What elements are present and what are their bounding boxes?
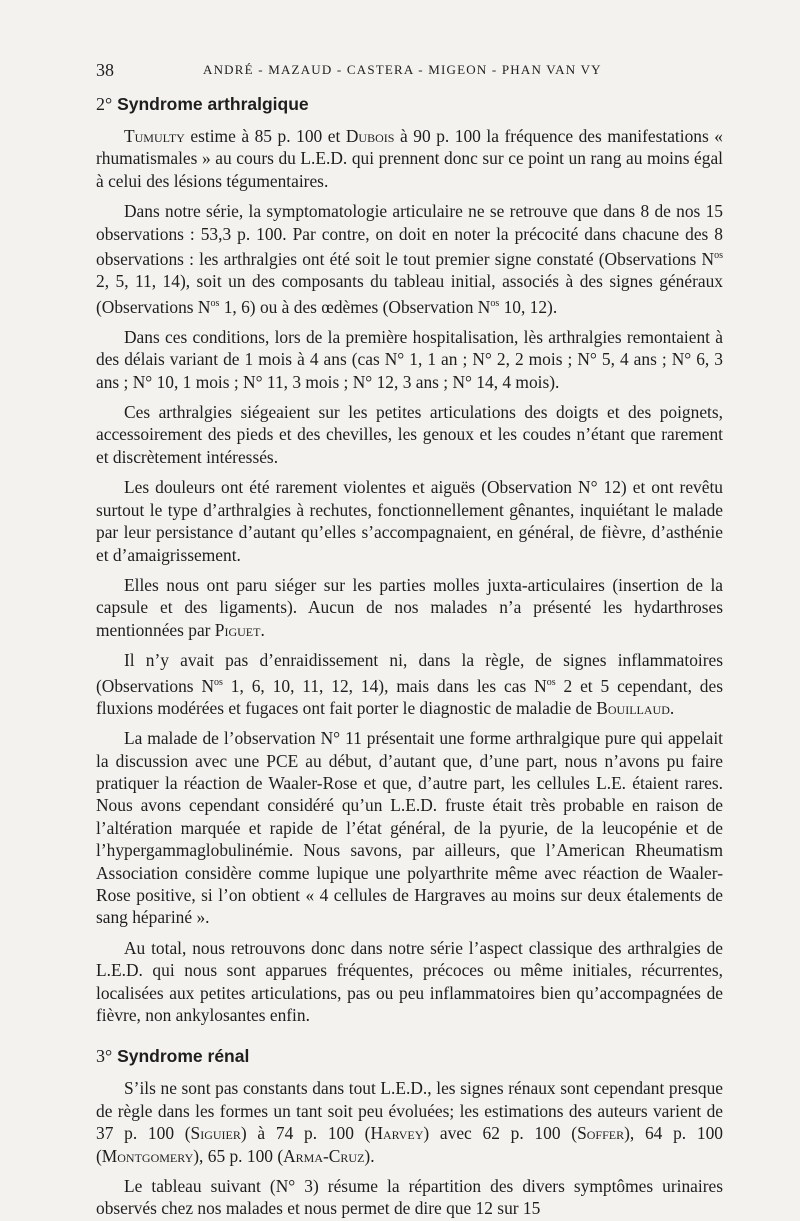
text-run: Elles nous ont paru siéger sur les parties molles juxta-articulaires (insertion de la capsule et des ligaments). Aucun de nos malades n’a présenté les hydarthroses mentionnées par (96, 574, 723, 640)
section-title: Syndrome arthralgique (117, 94, 309, 114)
paragraph (96, 326, 723, 393)
section-heading-renal (96, 1046, 723, 1067)
text-run: 2 et 5 cependant, des fluxions modérées et fugaces ont fait porter le diagnostic de maladie de (96, 675, 723, 718)
text-run: Dans ces conditions, lors de la première hospitalisation, lès arthralgies remontaient à des délais variant de 1 mois à 4 ans (cas N° 1, 1 an ; N° 2, 2 mois ; N° 5, 4 ans ; N° 6, 3 ans ; N° 10, 1 mois ; N° 11, 3 mois ; N° 12, 3 ans ; N° 14, 4 mois). (96, 326, 723, 392)
superscript: os (714, 250, 723, 262)
paragraph (96, 401, 723, 468)
text-run: ), 64 p. 100 ( (96, 1123, 723, 1166)
text-run: 2, 5, 11, 14), soit un des composants du tableau initial, associés à des signes généraux (Observations N (96, 271, 723, 317)
section-body-arthralgic (96, 125, 723, 1026)
text-run: ). (364, 1145, 375, 1166)
author-name: Montgomery (101, 1145, 194, 1166)
text-run: ) à 74 p. 100 ( (240, 1123, 371, 1144)
running-header (96, 56, 723, 86)
text-run: . (669, 697, 675, 718)
author-name: Bouillaud (596, 697, 670, 718)
running-head-authors: ANDRÉ - MAZAUD - CASTERA - MIGEON - PHAN VAN VY (203, 62, 602, 77)
paragraph (96, 476, 723, 566)
section-number: 3° (96, 1046, 113, 1067)
text-run: Les douleurs ont été rarement violentes et aiguës (Observation N° 12) et ont revêtu surtout le type d’arthralgies à rechutes, fonctionnellement gênantes, inquiétant le malade par leur persistance d’autant qu’elles s’accompagnaient, en général, de fièvre, d’asthénie et d’amaigrissement. (96, 477, 723, 565)
text-run: Dans notre série, la symptomatologie articulaire ne se retrouve que dans 8 de nos 15 observations : 53,3 p. 100. Par contre, on doit en noter la précocité dans chacune des 8 observations : les arthralgies ont été soit le tout premier signe constaté (Observations N (96, 201, 723, 269)
text-run: estime à 85 p. 100 et (184, 126, 346, 146)
text-run: La malade de l’observation N° 11 présentait une forme arthralgique pure qui appelait la discussion avec une PCE au début, d’autant que, d’une part, nous n’avons pu faire pratiquer la réaction de Waaler-Rose et que, d’autre part, les cellules L.E. étaient rares. Nous avons cependant considéré qu’un L.E.D. fruste était très probable en raison de l’altération marquée et rapide de l’état général, de la pyurie, de la leucopénie et de l’hypergammaglobulinémie. Nous savons, par ailleurs, que l’American Rheumatism Association considère comme lupique une polyarthrite même avec réaction de Waaler-Rose positive, si l’on obtient « 4 cellules de Hargraves au moins sur deux étalements de sang hépariné ». (96, 728, 723, 928)
author-name: Tumulty (124, 126, 185, 146)
paragraph (96, 125, 723, 192)
page-number: 38 (96, 60, 114, 80)
author-name: Soffer (577, 1123, 625, 1144)
paragraph (96, 649, 723, 719)
author-name: Harvey (370, 1123, 424, 1144)
superscript: os (214, 676, 223, 688)
author-name: Arma-Cruz (283, 1145, 365, 1166)
text-run: S’ils ne sont pas constants dans tout L.E.D., les signes rénaux sont cependant presque de règle dans les formes un tant soit peu évoluées; les estimations des auteurs varient de 37 p. 100 ( (96, 1078, 723, 1144)
paragraph (96, 1175, 723, 1220)
author-name: Piguet (214, 619, 261, 640)
text-run: à 90 p. 100 la fréquence des manifestations « rhumatismales » au cours du L.E.D. qui prennent donc sur ce point un rang au moins égal à celui des lésions tégumentaires. (96, 126, 723, 191)
text-run: 10, 12). (499, 296, 558, 317)
text-run: ), 65 p. 100 ( (193, 1145, 284, 1166)
section-title: Syndrome rénal (117, 1046, 250, 1067)
text-run: ) avec 62 p. 100 ( (423, 1123, 578, 1144)
text-run: . (260, 619, 265, 640)
paragraph (96, 727, 723, 929)
text-run: Le tableau suivant (N° 3) résume la répartition des divers symptômes urinaires observés chez nos malades et nous permet de dire que 12 sur 15 (96, 1176, 723, 1219)
text-run: Au total, nous retrouvons donc dans notre série l’aspect classique des arthralgies de L.E.D. qui nous sont apparues fréquentes, précoces ou même initiales, récurrentes, localisées aux petites articulations, pas ou peu inflammatoires bien qu’accompagnées de fièvre, non ankylosantes enfin. (96, 937, 723, 1026)
paragraph (96, 574, 723, 641)
superscript: os (490, 297, 500, 309)
author-name: Siguier (190, 1123, 241, 1144)
superscript: os (210, 297, 220, 309)
text-run: 1, 6, 10, 11, 12, 14), mais dans les cas N (222, 675, 547, 696)
text-run: 1, 6) ou à des œdèmes (Observation N (219, 296, 491, 317)
paragraph (96, 937, 723, 1027)
section-body-renal (96, 1077, 723, 1219)
section-number: 2° (96, 94, 113, 114)
author-name: Dubois (345, 126, 395, 146)
paragraph (96, 1077, 723, 1167)
section-heading-arthralgic (96, 94, 723, 115)
text-run: Il n’y avait pas d’enraidissement ni, dans la règle, de signes inflammatoires (Observations N (96, 650, 723, 696)
paragraph (96, 200, 723, 318)
page (96, 56, 723, 1220)
superscript: os (546, 676, 556, 688)
text-run: Ces arthralgies siégeaient sur les petites articulations des doigts et des poignets, accessoirement des pieds et des chevilles, les genoux et les coudes n’étant que rarement et discrètement intéressés. (96, 402, 723, 467)
